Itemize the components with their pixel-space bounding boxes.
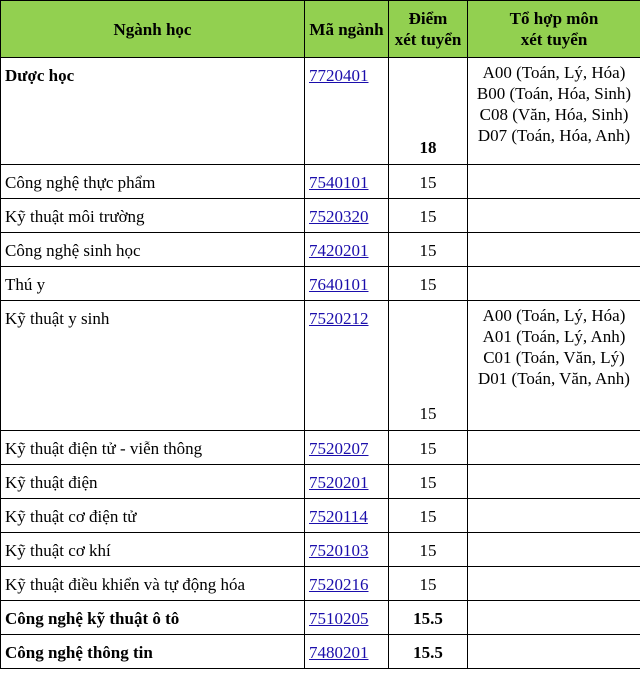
major-code (305, 199, 389, 233)
combo-item: D07 (Toán, Hóa, Anh) (477, 126, 631, 145)
subject-combos (468, 533, 640, 567)
major-code (305, 165, 389, 199)
combo-item: A00 (Toán, Lý, Hóa) (482, 63, 626, 82)
subject-combos (468, 267, 640, 301)
table-row (1, 165, 640, 199)
combo-item: C08 (Văn, Hóa, Sinh) (479, 105, 629, 124)
major-name: Kỹ thuật môi trường (1, 199, 305, 233)
major-code-link[interactable]: 7720401 (309, 66, 369, 85)
major-code (305, 567, 389, 601)
major-code (305, 301, 389, 431)
subject-combos (468, 199, 640, 233)
admission-score: 15 (389, 533, 468, 567)
major-name: Kỹ thuật điều khiển và tự động hóa (1, 567, 305, 601)
admission-score: 15 (389, 567, 468, 601)
major-name: Công nghệ kỹ thuật ô tô (1, 601, 305, 635)
major-name: Kỹ thuật y sinh (1, 301, 305, 431)
subject-combos (468, 465, 640, 499)
major-code-link[interactable]: 7520201 (309, 473, 369, 492)
major-code-link[interactable]: 7640101 (309, 275, 369, 294)
table-row (1, 199, 640, 233)
table-row (1, 465, 640, 499)
major-code (305, 499, 389, 533)
header-score-line2: xét tuyển (394, 30, 462, 49)
combo-item: D01 (Toán, Văn, Anh) (478, 369, 630, 388)
major-code (305, 58, 389, 165)
table-body (1, 58, 640, 669)
major-code (305, 267, 389, 301)
combo-item: C01 (Toán, Văn, Lý) (483, 348, 625, 367)
combo-item: A01 (Toán, Lý, Anh) (482, 327, 626, 346)
major-name: Công nghệ sinh học (1, 233, 305, 267)
header-score (389, 1, 468, 58)
admission-score: 15.5 (389, 601, 468, 635)
table-row (1, 635, 640, 669)
subject-combos (468, 301, 640, 431)
major-name: Kỹ thuật cơ khí (1, 533, 305, 567)
admission-score: 15 (389, 199, 468, 233)
major-code (305, 635, 389, 669)
subject-combos (468, 233, 640, 267)
major-code-link[interactable]: 7520320 (309, 207, 369, 226)
subject-combos (468, 58, 640, 165)
combo-item: A00 (Toán, Lý, Hóa) (482, 306, 626, 325)
major-code-link[interactable]: 7510205 (309, 609, 369, 628)
admission-score: 15 (389, 267, 468, 301)
major-code-link[interactable]: 7540101 (309, 173, 369, 192)
major-code (305, 233, 389, 267)
admission-score: 15 (389, 301, 468, 431)
major-name: Kỹ thuật điện tử - viễn thông (1, 431, 305, 465)
header-major: Ngành học (1, 1, 305, 58)
header-combo-line2: xét tuyển (520, 30, 588, 49)
major-code-link[interactable]: 7520212 (309, 309, 369, 328)
table-row (1, 533, 640, 567)
subject-combos (468, 635, 640, 669)
admission-score: 15 (389, 465, 468, 499)
table-row (1, 58, 640, 165)
major-name: Dược học (1, 58, 305, 165)
major-code (305, 533, 389, 567)
table-row (1, 301, 640, 431)
header-combo (468, 1, 640, 58)
subject-combos (468, 567, 640, 601)
major-code-link[interactable]: 7520207 (309, 439, 369, 458)
admission-score: 15 (389, 165, 468, 199)
subject-combos (468, 601, 640, 635)
table-row (1, 601, 640, 635)
major-code-link[interactable]: 7480201 (309, 643, 369, 662)
major-code-link[interactable]: 7520216 (309, 575, 369, 594)
table-row (1, 431, 640, 465)
table-row (1, 499, 640, 533)
header-code: Mã ngành (305, 1, 389, 58)
major-code-link[interactable]: 7420201 (309, 241, 369, 260)
major-name: Kỹ thuật cơ điện tử (1, 499, 305, 533)
major-name: Kỹ thuật điện (1, 465, 305, 499)
major-code-link[interactable]: 7520103 (309, 541, 369, 560)
admission-score: 15 (389, 499, 468, 533)
header-combo-line1: Tổ hợp môn (509, 9, 599, 28)
table-row (1, 233, 640, 267)
subject-combos (468, 431, 640, 465)
table-row (1, 567, 640, 601)
admission-score: 15.5 (389, 635, 468, 669)
combo-item: B00 (Toán, Hóa, Sinh) (476, 84, 632, 103)
major-name: Công nghệ thông tin (1, 635, 305, 669)
major-name: Thú y (1, 267, 305, 301)
header-score-line1: Điểm (408, 9, 448, 28)
major-code (305, 431, 389, 465)
major-code (305, 601, 389, 635)
subject-combos (468, 499, 640, 533)
subject-combos (468, 165, 640, 199)
major-name: Công nghệ thực phẩm (1, 165, 305, 199)
major-code (305, 465, 389, 499)
table-row (1, 267, 640, 301)
admission-score: 15 (389, 431, 468, 465)
admission-score: 15 (389, 233, 468, 267)
major-code-link[interactable]: 7520114 (309, 507, 368, 526)
admission-score: 18 (389, 58, 468, 165)
header-row (1, 1, 640, 58)
